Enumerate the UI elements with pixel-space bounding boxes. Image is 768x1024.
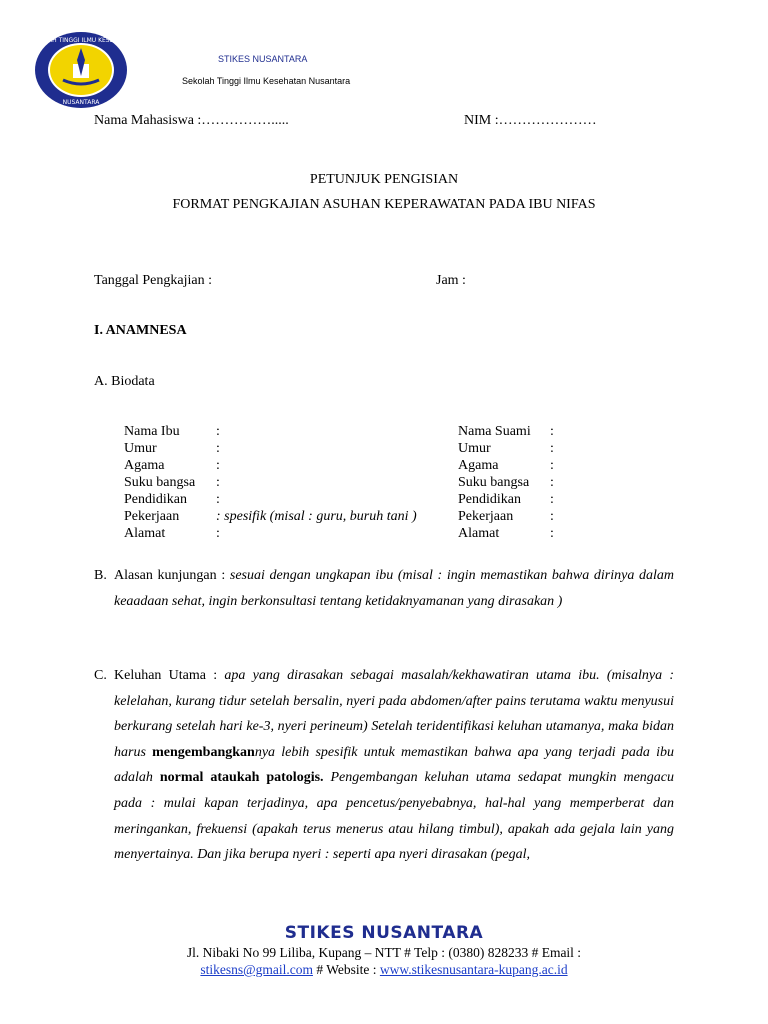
- svg-text:SEKOLAH TINGGI ILMU KESEHATAN: SEKOLAH TINGGI ILMU KESEHATAN: [33, 37, 129, 44]
- student-nim-label: NIM :…………………: [464, 113, 597, 128]
- section-c-paragraph: C. Keluhan Utama : apa yang dirasakan sebagai masalah/kekhawatiran utama ibu. (misalnya : kelelahan, kurang tidur setelah bersalin, nyeri pada abdomen/after pains terutama waktu menyusui berkurang setelah hari ke-3, nyeri perineum) Setelah teridentifikasi keluhan utamanya, maka bidan harus mengembangkannya lebih spesifik untuk memastikan bahwa apa yang terjadi pada ibu adalah normal ataukah patologis. Pengembangan keluhan utama sedapat mungkin mengacu pada : mulai kapan terjadinya, apa pencetus/penyebabnya, hal-hal yang memperberat dan meringankan, frekuensi (apakah terus menerus atau hilang timbul), apakah ada gejala lain yang menyertainya. Dan jika berupa nyeri : seperti apa nyeri dirasakan (pegal,: [94, 668, 675, 863]
- biodata-row: Suku bangsa :: [124, 475, 220, 490]
- footer-website-label: # Website :: [316, 962, 377, 977]
- section-anamnesa-heading: I. ANAMNESA: [94, 323, 187, 338]
- biodata-row: Nama Suami :: [458, 424, 554, 439]
- biodata-row: Pendidikan :: [124, 492, 220, 507]
- footer-address: Jl. Nibaki No 99 Liliba, Kupang – NTT # Telp : (0380) 828233 # Email :: [186, 945, 582, 960]
- biodata-heading: A. Biodata: [94, 374, 155, 389]
- assessment-time-label: Jam :: [436, 273, 466, 288]
- logo-emblem-icon: [33, 30, 129, 110]
- biodata-row: Agama :: [458, 458, 554, 473]
- footer-institution-name: STIKES NUSANTARA: [284, 923, 484, 943]
- doc-title-line2: FORMAT PENGKAJIAN ASUHAN KEPERAWATAN PADA IBU NIFAS: [172, 197, 596, 212]
- student-name-label: Nama Mahasiswa :…………….....: [94, 113, 289, 128]
- biodata-row: Pekerjaan :: [458, 509, 554, 524]
- footer-contact: [0, 962, 768, 978]
- institution-name: STIKES NUSANTARA: [218, 54, 308, 64]
- mother-biodata-table: [124, 424, 456, 543]
- biodata-row: Alamat :: [124, 526, 220, 541]
- biodata-row: Pekerjaan : spesifik (misal : guru, buruh tani ): [124, 509, 417, 524]
- doc-title-line1: PETUNJUK PENGISIAN: [309, 172, 459, 187]
- biodata-row: Alamat :: [458, 526, 554, 541]
- biodata-row: Umur :: [458, 441, 554, 456]
- institution-full-name: Sekolah Tinggi Ilmu Kesehatan Nusantara: [182, 76, 351, 86]
- institution-logo: [33, 30, 129, 110]
- biodata-row: Agama :: [124, 458, 220, 473]
- biodata-row: Suku bangsa :: [458, 475, 554, 490]
- husband-biodata-table: [458, 424, 554, 543]
- footer-website-link[interactable]: www.stikesnusantara-kupang.ac.id: [379, 962, 568, 977]
- assessment-date-label: Tanggal Pengkajian :: [94, 273, 212, 288]
- section-b-paragraph: B. Alasan kunjungan : sesuai dengan ungkapan ibu (misal : ingin memastikan bahwa dirinya dalam keaadaan sehat, ingin berkonsultasi tentang ketidaknyamanan yang dirasakan ): [94, 568, 674, 609]
- svg-text:NUSANTARA: NUSANTARA: [62, 99, 100, 106]
- footer-email-link[interactable]: stikesns@gmail.com: [200, 962, 313, 977]
- biodata-row: Nama Ibu :: [124, 424, 220, 439]
- biodata-row: Umur :: [124, 441, 220, 456]
- biodata-row: Pendidikan :: [458, 492, 554, 507]
